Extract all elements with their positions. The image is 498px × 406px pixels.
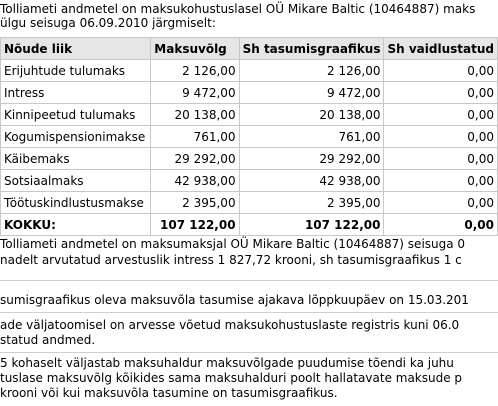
table-row (1, 192, 498, 214)
cell-tax-debt: 2 126,00 (151, 60, 239, 82)
table-total-row (1, 214, 498, 236)
interest-text-line-2: nadelt arvutatud arvestuslik intress 1 827,72 krooni, sh tasumisgraafikus 1 c (0, 253, 462, 267)
cell-disputed: 0,00 (384, 170, 498, 192)
cell-disputed: 0,00 (384, 60, 498, 82)
cell-claim-type: Sotsiaalmaks (1, 170, 151, 192)
cell-claim-type: Erijuhtude tulumaks (1, 60, 151, 82)
cell-tax-debt: 42 938,00 (151, 170, 239, 192)
interest-text-line-1: Tolliameti andmetel on maksumaksjal OÜ Mikare Baltic (10464887) seisuga 0 (0, 237, 466, 251)
cell-in-schedule: 42 938,00 (239, 170, 384, 192)
total-in-schedule: 107 122,00 (239, 214, 384, 236)
certificate-text-line-2: tuslase maksuvõlg kõikides sama maksuhalduri poolt hallatavate maksude p (0, 371, 463, 385)
table-header-row (1, 38, 498, 60)
cell-claim-type: Kinnipeetud tulumaks (1, 104, 151, 126)
header-claim-type: Nõude liik (1, 38, 151, 60)
section-divider (0, 280, 498, 281)
cell-disputed: 0,00 (384, 192, 498, 214)
cell-disputed: 0,00 (384, 126, 498, 148)
cell-claim-type: Intress (1, 82, 151, 104)
cell-tax-debt: 29 292,00 (151, 148, 239, 170)
cell-in-schedule: 761,00 (239, 126, 384, 148)
cell-claim-type: Töötuskindlustusmakse (1, 192, 151, 214)
cell-disputed: 0,00 (384, 82, 498, 104)
total-disputed: 0,00 (384, 214, 498, 236)
register-text-line-2: statud andmed. (0, 333, 96, 347)
cell-claim-type: Kogumispensionimakse (1, 126, 151, 148)
certificate-text-line-1: 5 kohaselt väljastab maksuhaldur maksuvõlgade puudumise tõendi ka juhu (0, 356, 454, 370)
cell-in-schedule: 20 138,00 (239, 104, 384, 126)
cell-in-schedule: 2 395,00 (239, 192, 384, 214)
total-tax-debt: 107 122,00 (151, 214, 239, 236)
table-row (1, 82, 498, 104)
table-row (1, 170, 498, 192)
intro-line-2: ülgu seisuga 06.09.2010 järgmiselt: (0, 16, 216, 30)
schedule-text-line-1: sumisgraafikus oleva maksuvõla tasumise ajakava lõppkuupäev on 15.03.201 (0, 293, 469, 307)
cell-disputed: 0,00 (384, 104, 498, 126)
table-row (1, 126, 498, 148)
header-disputed: Sh vaidlustatud (384, 38, 498, 60)
cell-tax-debt: 9 472,00 (151, 82, 239, 104)
cell-disputed: 0,00 (384, 148, 498, 170)
header-tax-debt: Maksuvõlg (151, 38, 239, 60)
section-divider (0, 352, 498, 353)
register-text-line-1: ade väljatoomisel on arvesse võetud maksukohustuslaste registris kuni 06.0 (0, 318, 460, 332)
table-row (1, 104, 498, 126)
cell-tax-debt: 2 395,00 (151, 192, 239, 214)
intro-line-1: Tolliameti andmetel on maksukohustuslasel OÜ Mikare Baltic (10464887) maks (0, 2, 476, 16)
cell-in-schedule: 2 126,00 (239, 60, 384, 82)
tax-debt-table (0, 37, 498, 236)
cell-tax-debt: 20 138,00 (151, 104, 239, 126)
certificate-text-line-3: krooni või kui maksuvõla tasumine on tasumisgraafikus. (0, 386, 338, 400)
cell-in-schedule: 9 472,00 (239, 82, 384, 104)
cell-tax-debt: 761,00 (151, 126, 239, 148)
cell-claim-type: Käibemaks (1, 148, 151, 170)
table-row (1, 148, 498, 170)
table-row (1, 60, 498, 82)
section-divider (0, 312, 498, 313)
cell-in-schedule: 29 292,00 (239, 148, 384, 170)
header-in-schedule: Sh tasumisgraafikus (239, 38, 384, 60)
total-label: KOKKU: (1, 214, 151, 236)
